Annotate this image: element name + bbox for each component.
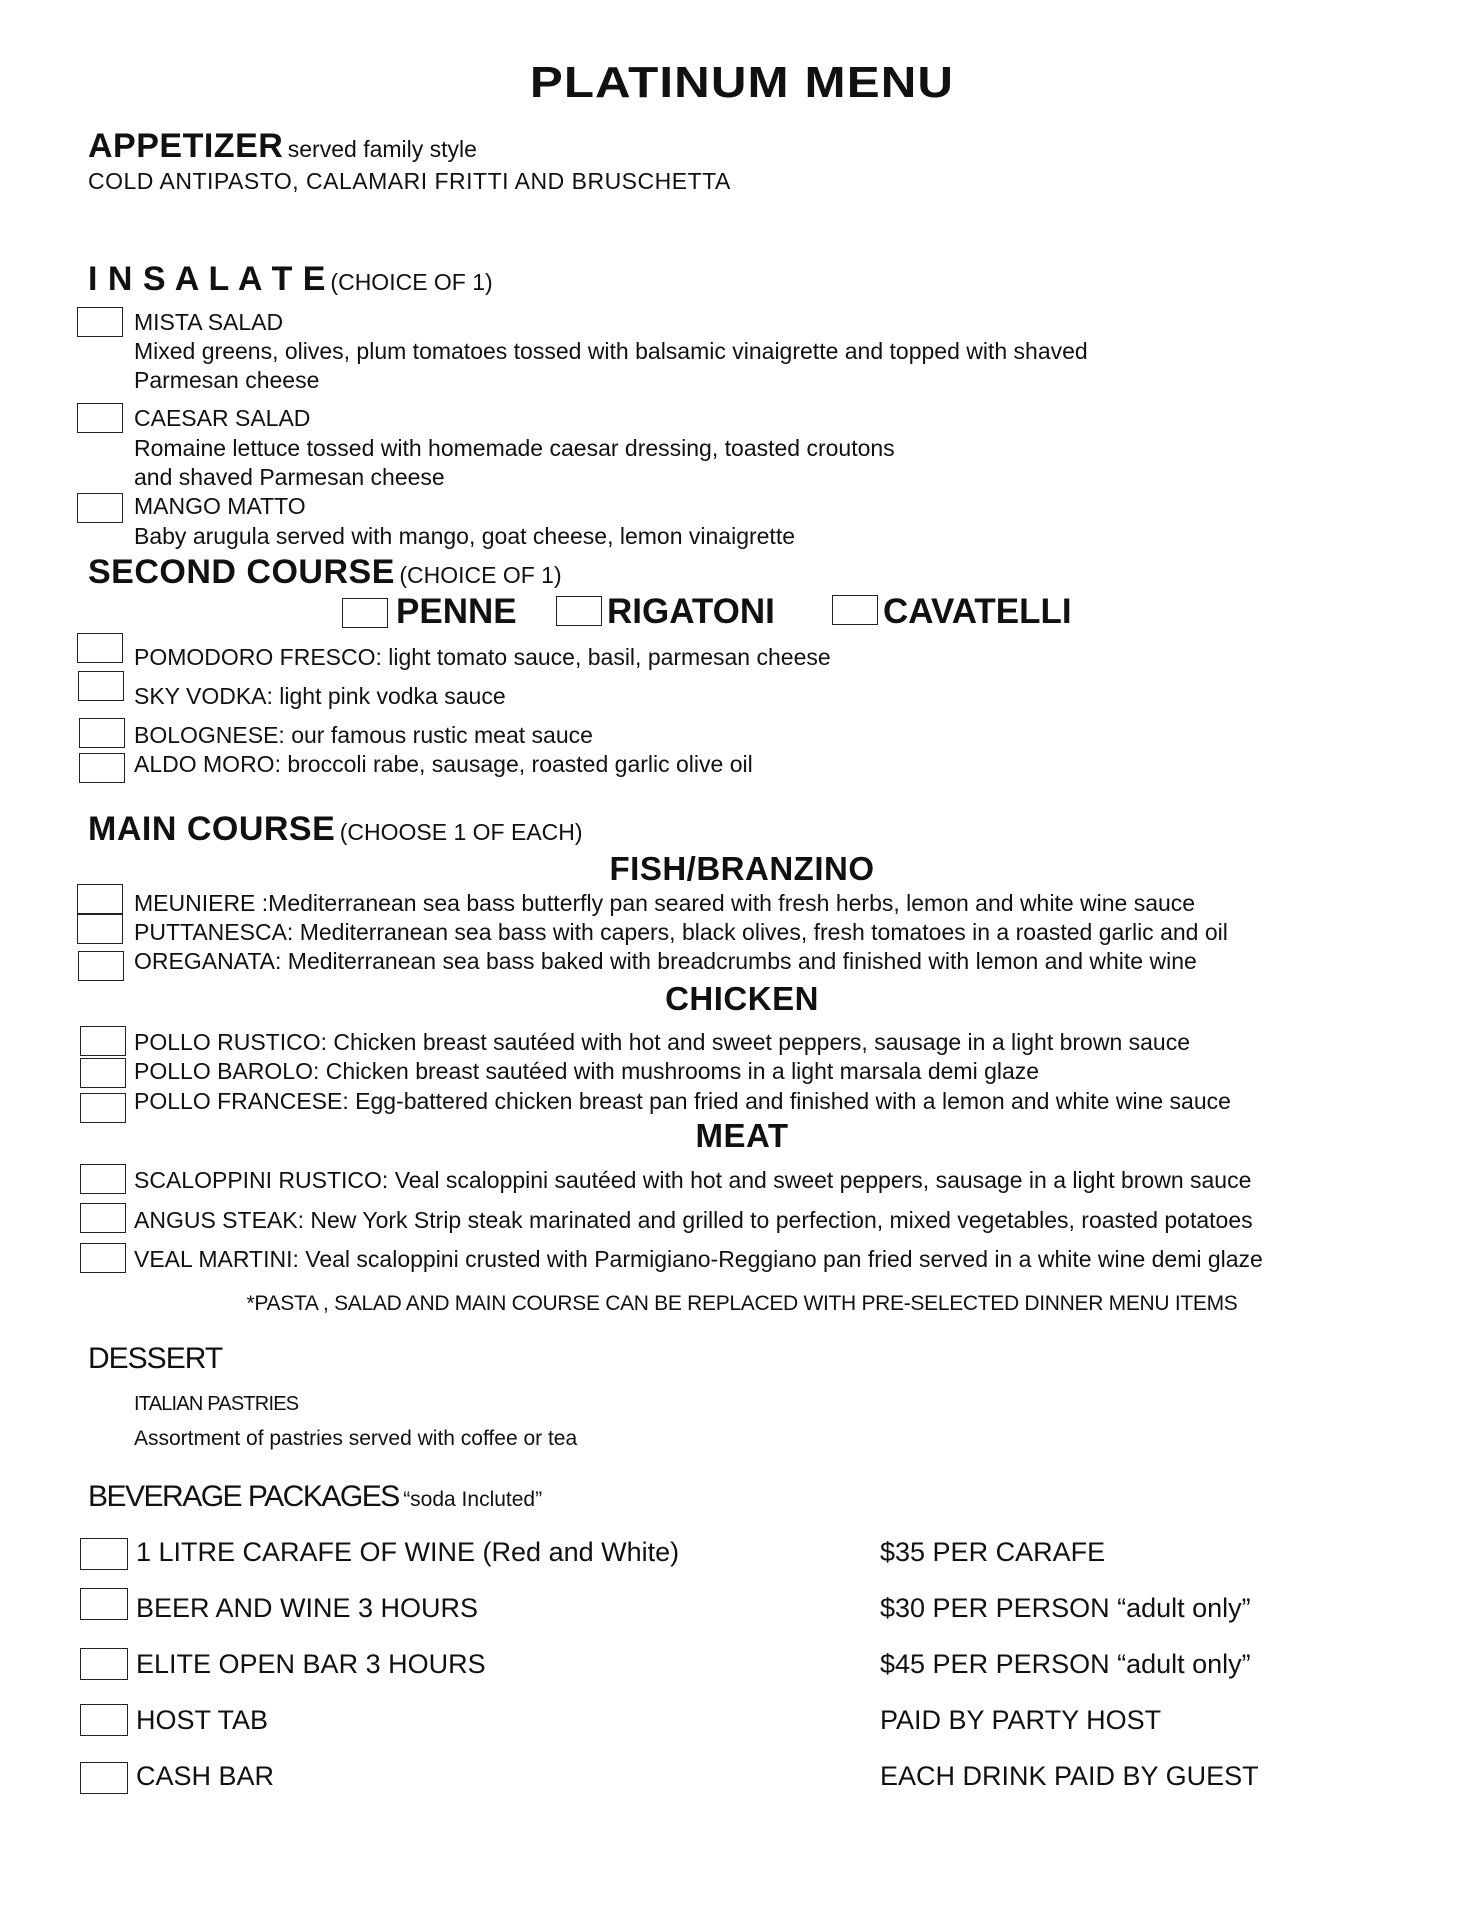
beverage-beer-wine: BEER AND WINE 3 HOURS — [136, 1593, 479, 1623]
checkbox-puttanesca[interactable] — [77, 914, 123, 944]
dessert-desc: Assortment of pastries served with coffee or tea — [134, 1427, 578, 1450]
main-course-note: (CHOOSE 1 OF EACH) — [339, 819, 583, 845]
dessert-heading: DESSERT — [88, 1342, 223, 1375]
checkbox-bolognese[interactable] — [79, 718, 125, 748]
main-course-heading: MAIN COURSE — [88, 810, 336, 848]
fish-meuniere: MEUNIERE :Mediterranean sea bass butterfly pan seared with fresh herbs, lemon and white wine sauce — [134, 890, 1196, 916]
checkbox-aldo-moro[interactable] — [79, 753, 125, 783]
chicken-pollo-francese: POLLO FRANCESE: Egg-battered chicken breast pan fried and finished with a lemon and white wine sauce — [134, 1088, 1231, 1114]
checkbox-oreganata[interactable] — [78, 951, 124, 981]
dessert-item: ITALIAN PASTRIES — [134, 1393, 299, 1415]
meat-scaloppini-rustico: SCALOPPINI RUSTICO: Veal scaloppini sautéed with hot and sweet peppers, sausage in a light brown sauce — [134, 1167, 1252, 1193]
checkbox-mista-salad[interactable] — [77, 307, 123, 337]
second-course-note: (CHOICE OF 1) — [399, 562, 562, 588]
main-course-section — [88, 810, 583, 849]
pasta-rigatoni: RIGATONI — [607, 592, 775, 631]
checkbox-cash-bar[interactable] — [80, 1762, 128, 1794]
beverage-cash-bar: CASH BAR — [136, 1761, 275, 1791]
fish-puttanesca: PUTTANESCA: Mediterranean sea bass with capers, black olives, fresh tomatoes in a roasted garlic and oil — [134, 919, 1228, 945]
mango-matto-name: MANGO MATTO — [134, 493, 306, 519]
pasta-penne: PENNE — [396, 592, 517, 631]
chicken-heading: CHICKEN — [665, 980, 819, 1017]
checkbox-pollo-barolo[interactable] — [80, 1058, 126, 1088]
mista-salad-desc-2: Parmesan cheese — [134, 367, 320, 393]
checkbox-host-tab[interactable] — [80, 1704, 128, 1736]
mango-matto-desc: Baby arugula served with mango, goat cheese, lemon vinaigrette — [134, 523, 796, 549]
meat-angus-steak: ANGUS STEAK: New York Strip steak marinated and grilled to perfection, mixed vegetables, roasted potatoes — [134, 1207, 1253, 1233]
checkbox-cavatelli[interactable] — [832, 595, 878, 625]
beverage-note: “soda Incluted” — [403, 1488, 543, 1511]
footnote: *PASTA , SALAD AND MAIN COURSE CAN BE REPLACED WITH PRE-SELECTED DINNER MENU ITEMS — [246, 1292, 1238, 1315]
sauce-sky-vodka: SKY VODKA: light pink vodka sauce — [134, 683, 506, 709]
beverage-elite-bar-price: $45 PER PERSON “adult only” — [880, 1649, 1251, 1679]
beverage-heading: BEVERAGE PACKAGES — [88, 1480, 399, 1513]
beverage-carafe-price: $35 PER CARAFE — [880, 1537, 1106, 1567]
insalate-heading: I N S A L A T E — [88, 260, 326, 298]
pasta-cavatelli: CAVATELLI — [883, 592, 1072, 631]
meat-heading: MEAT — [695, 1117, 789, 1154]
mista-salad-name: MISTA SALAD — [134, 309, 284, 335]
fish-oreganata: OREGANATA: Mediterranean sea bass baked with breadcrumbs and finished with lemon and white wine — [134, 948, 1197, 974]
checkbox-pollo-rustico[interactable] — [80, 1026, 126, 1056]
appetizer-note: served family style — [287, 136, 477, 162]
checkbox-angus-steak[interactable] — [80, 1203, 126, 1233]
beverage-host-tab: HOST TAB — [136, 1705, 269, 1735]
caesar-salad-desc-2: and shaved Parmesan cheese — [134, 464, 445, 490]
checkbox-carafe[interactable] — [80, 1538, 128, 1570]
checkbox-elite-bar[interactable] — [80, 1648, 128, 1680]
insalate-note: (CHOICE OF 1) — [330, 269, 493, 295]
meat-veal-martini: VEAL MARTINI: Veal scaloppini crusted with Parmigiano-Reggiano pan fried served in a white wine demi glaze — [134, 1246, 1263, 1272]
caesar-salad-desc: Romaine lettuce tossed with homemade caesar dressing, toasted croutons — [134, 435, 895, 461]
second-course-section — [88, 553, 562, 592]
chicken-pollo-barolo: POLLO BAROLO: Chicken breast sautéed with mushrooms in a light marsala demi glaze — [134, 1058, 1040, 1084]
beverage-beer-wine-price: $30 PER PERSON “adult only” — [880, 1593, 1251, 1623]
appetizer-heading: APPETIZER — [88, 127, 284, 165]
checkbox-penne[interactable] — [342, 598, 388, 628]
beverage-carafe: 1 LITRE CARAFE OF WINE (Red and White) — [136, 1537, 680, 1567]
second-course-heading: SECOND COURSE — [88, 553, 395, 591]
beverage-section — [88, 1480, 542, 1514]
mista-salad-desc: Mixed greens, olives, plum tomatoes tossed with balsamic vinaigrette and topped with shaved — [134, 338, 1088, 364]
insalate-section — [88, 260, 493, 299]
checkbox-scaloppini-rustico[interactable] — [80, 1164, 126, 1194]
checkbox-beer-wine[interactable] — [80, 1588, 128, 1620]
chicken-pollo-rustico: POLLO RUSTICO: Chicken breast sautéed with hot and sweet peppers, sausage in a light brown sauce — [134, 1029, 1191, 1055]
sauce-bolognese: BOLOGNESE: our famous rustic meat sauce — [134, 722, 593, 748]
checkbox-rigatoni[interactable] — [556, 596, 602, 626]
beverage-cash-bar-price: EACH DRINK PAID BY GUEST — [880, 1761, 1259, 1791]
checkbox-pomodoro[interactable] — [77, 633, 123, 663]
sauce-pomodoro: POMODORO FRESCO: light tomato sauce, basil, parmesan cheese — [134, 644, 831, 670]
checkbox-caesar-salad[interactable] — [77, 403, 123, 433]
caesar-salad-name: CAESAR SALAD — [134, 405, 311, 431]
checkbox-meuniere[interactable] — [77, 884, 123, 914]
beverage-host-tab-price: PAID BY PARTY HOST — [880, 1705, 1162, 1735]
appetizer-section — [88, 127, 477, 166]
appetizer-items: COLD ANTIPASTO, CALAMARI FRITTI AND BRUSCHETTA — [88, 168, 731, 194]
sauce-aldo-moro: ALDO MORO: broccoli rabe, sausage, roasted garlic olive oil — [134, 751, 753, 777]
beverage-elite-bar: ELITE OPEN BAR 3 HOURS — [136, 1649, 486, 1679]
checkbox-sky-vodka[interactable] — [78, 671, 124, 701]
page-title: PLATINUM MENU — [529, 58, 955, 107]
checkbox-mango-matto[interactable] — [77, 493, 123, 523]
checkbox-veal-martini[interactable] — [80, 1243, 126, 1273]
fish-heading: FISH/BRANZINO — [609, 850, 875, 887]
